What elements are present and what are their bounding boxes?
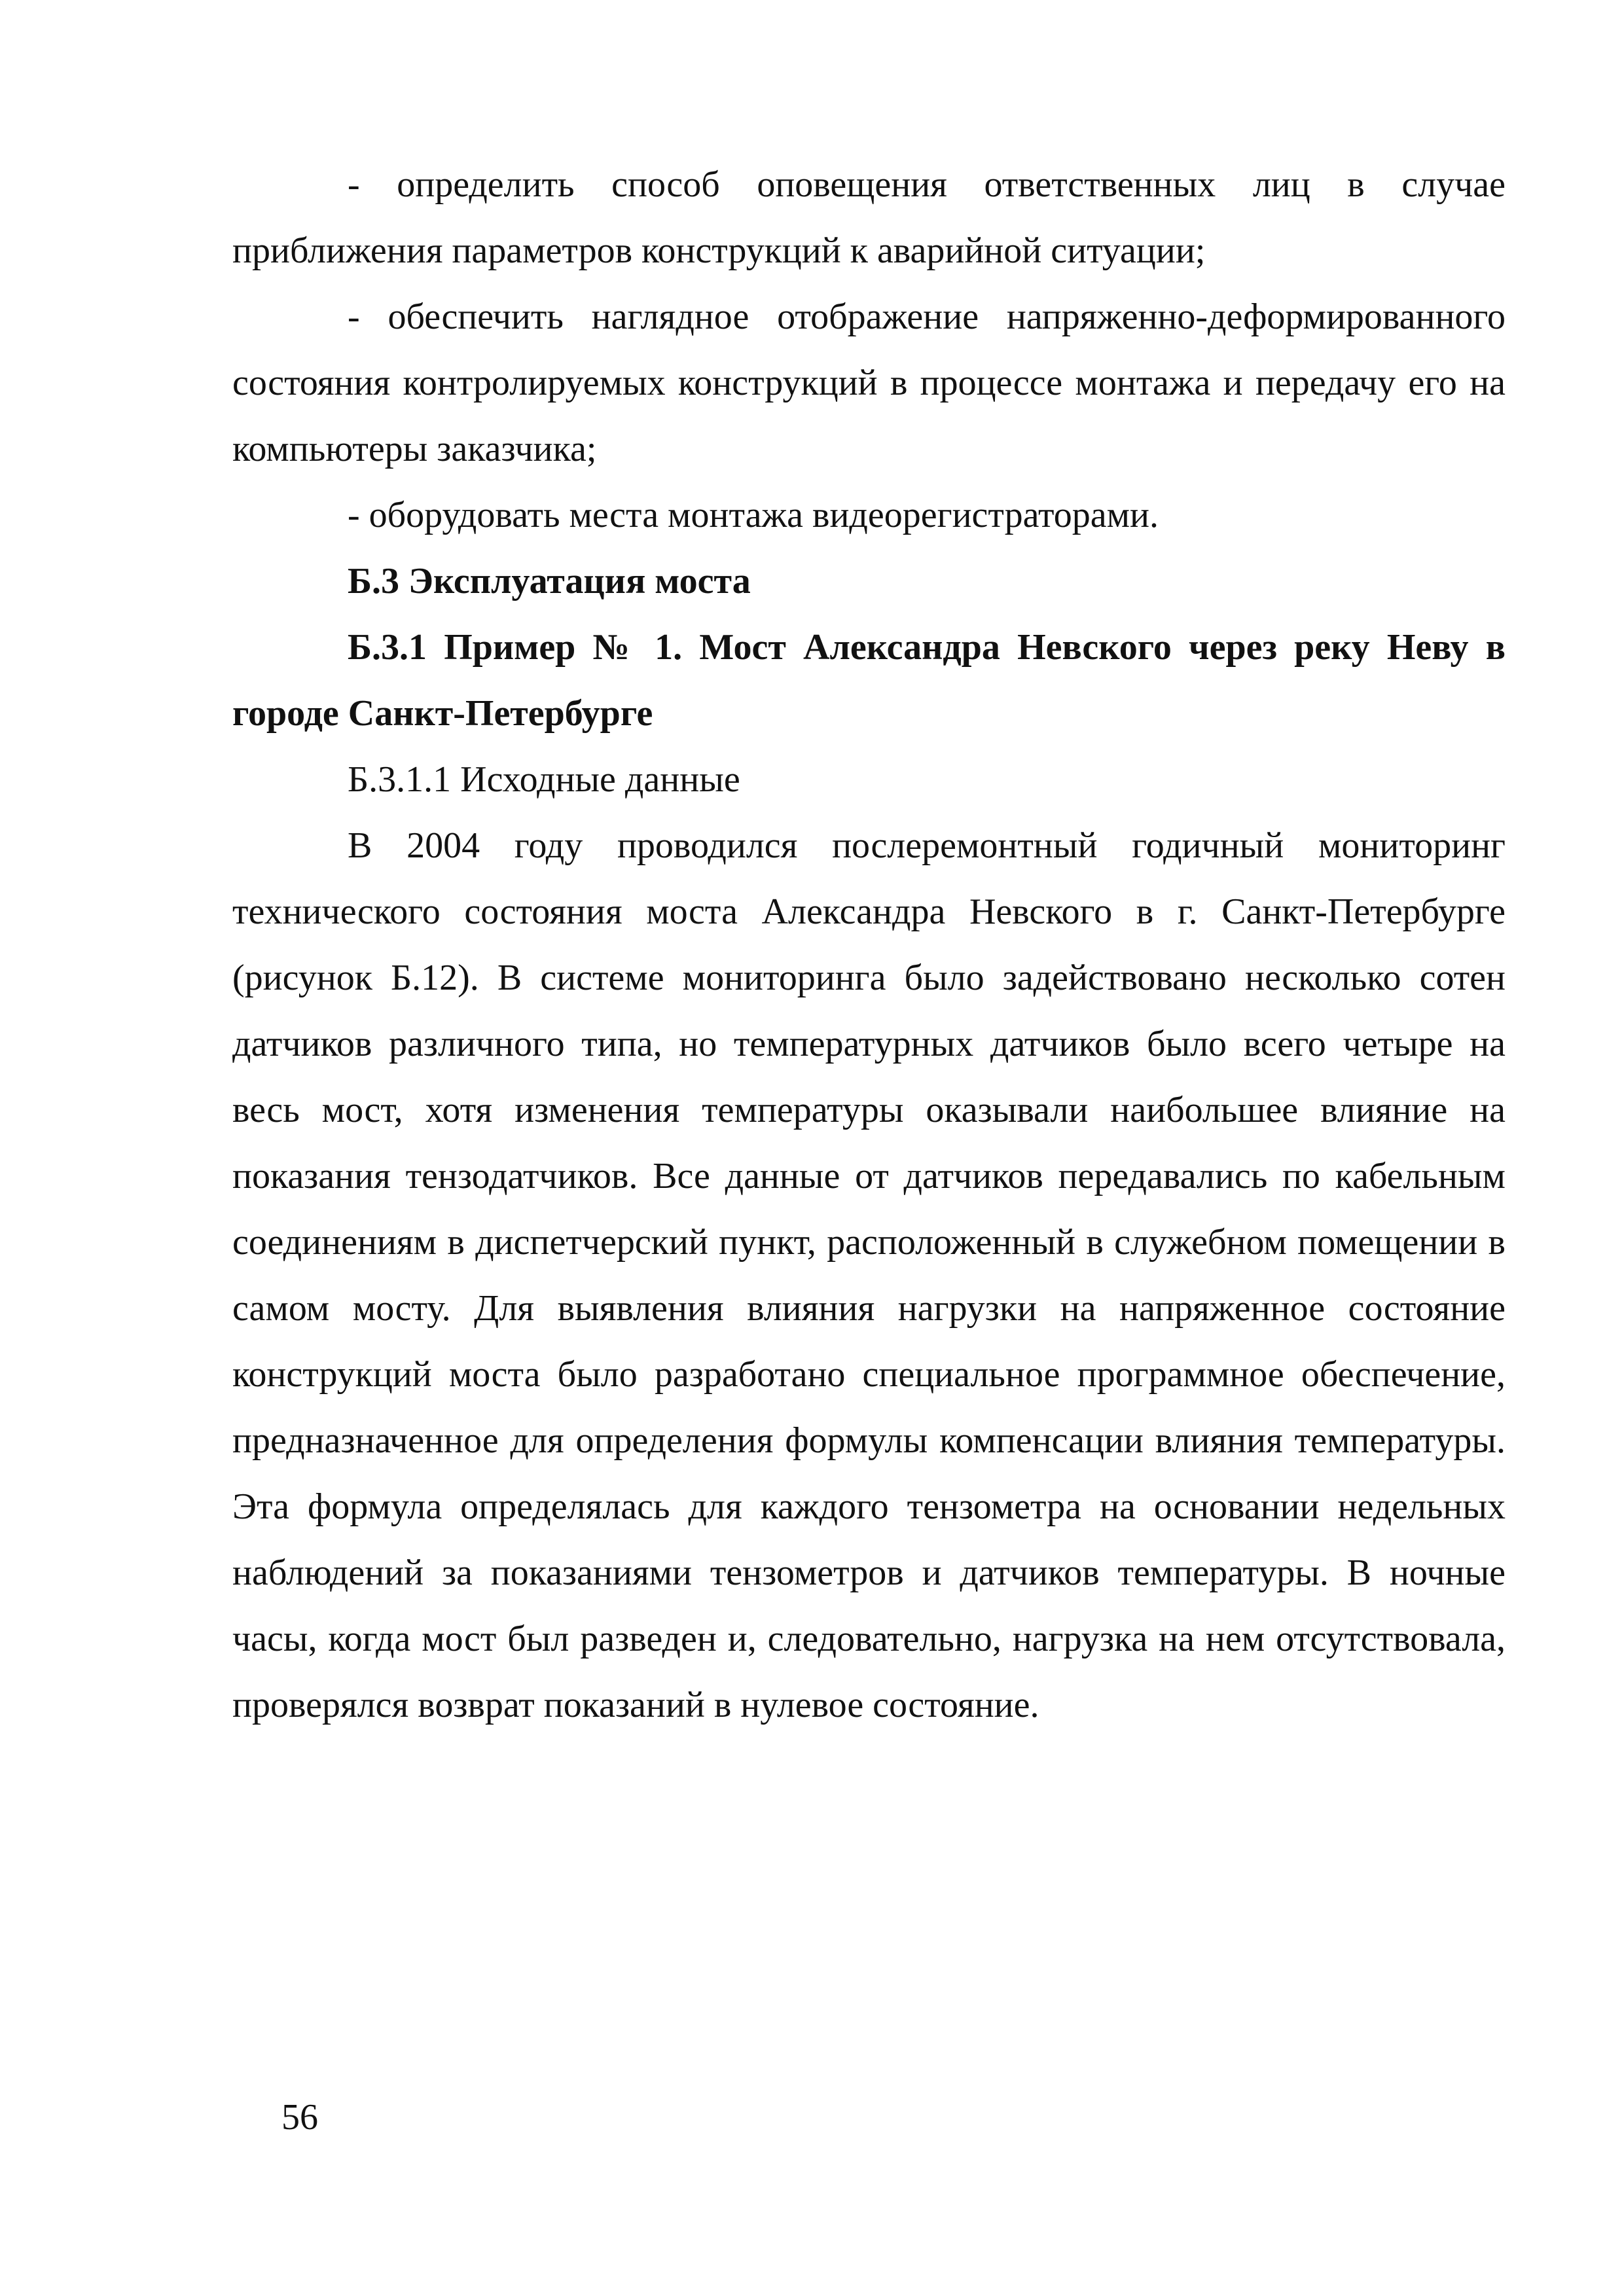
section-heading: Б.3 Эксплуатация моста (348, 561, 751, 601)
paragraph-monitoring: В 2004 году проводился послеремонтный годичный мониторинг технического состояния моста Александра Невского в г. Санкт-Петербурге (рисунок Б.12). В системе мониторинга было задействовано несколько сотен датчиков различного типа, но температурных датчиков было всего четыре на весь мост, хотя изменения температуры оказывали наибольшее влияние на показания тензодатчиков. Все данные от датчиков передавались по кабельным соединениям в диспетчерский пункт, расположенный в служебном помещении в самом мосту. Для выявления влияния нагрузки на напряженное состояние конструкций моста было разработано специальное программное обеспечение, предназначенное для определения формулы компенсации влияния температуры. Эта формула определялась для каждого тензометра на основании недельных наблюдений за показаниями тензометров и датчиков температуры. В ночные часы, когда мост был разведен и, следовательно, нагрузка на нем отсутствовала, проверялся возврат показаний в нулевое состояние. (232, 825, 1506, 1725)
paragraph-display: - обеспечить наглядное отображение напряженно-деформированного состояния контролируемых конструкций в процессе монтажа и передачу его на компьютеры заказчика; (232, 296, 1506, 469)
paragraph-notification: - определить способ оповещения ответственных лиц в случае приближения параметров конструкций к аварийной ситуации; (232, 164, 1506, 271)
main-text (232, 152, 1506, 1738)
page-number: 56 (281, 2097, 318, 2138)
subsection-heading: Б.3.1 Пример № 1. Мост Александра Невского через реку Неву в городе Санкт-Петербурге (232, 627, 1506, 734)
paragraph-video-recorders: - оборудовать места монтажа видеорегистраторами. (348, 495, 1159, 535)
subsubsection-heading: Б.3.1.1 Исходные данные (348, 759, 740, 800)
